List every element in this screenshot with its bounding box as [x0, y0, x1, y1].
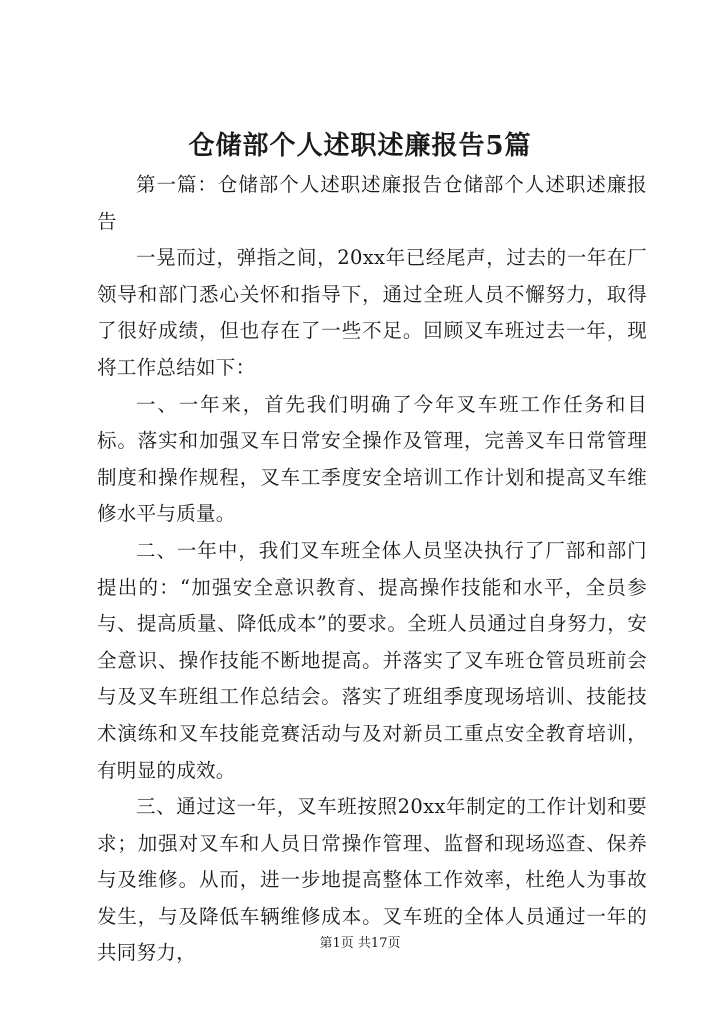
paragraph-heading: 第一篇：仓储部个人述职述廉报告仓储部个人述职述廉报告: [97, 173, 647, 233]
page-number-footer: 第1页 共17页: [319, 936, 401, 951]
document-title: 仓储部个人述职述廉报告5篇: [188, 131, 532, 161]
paragraph-section-3: 三、通过这一年，叉车班按照20xx年制定的工作计划和要求；加强对叉车和人员日常操作管理、监督和现场巡查、保养与及维修。从而，进一步地提高整体工作效率，杜绝人为事故发生，与及降低车辆维修成本。叉车班的全体人员通过一年的共同努力，: [97, 795, 647, 965]
paragraph-section-2: 二、一年中，我们叉车班全体人员坚决执行了厂部和部门提出的：“加强安全意识教育、提高操作技能和水平，全员参与、提高质量、降低成本”的要求。全班人员通过自身努力，安全意识、操作技能不断地提高。并落实了叉车班仓管员班前会与及叉车班组工作总结会。落实了班组季度现场培训、技能技术演练和叉车技能竞赛活动与及对新员工重点安全教育培训，有明显的成效。: [97, 538, 647, 782]
document-body: [97, 167, 647, 972]
paragraph-intro: 一晃而过，弹指之间，20xx年已经尾声，过去的一年在厂领导和部门悉心关怀和指导下，通过全班人员不懈努力，取得了很好成绩，但也存在了一些不足。回顾叉车班过去一年，现将工作总结如下：: [97, 246, 647, 379]
paragraph-section-1: 一、一年来，首先我们明确了今年叉车班工作任务和目标。落实和加强叉车日常安全操作及管理，完善叉车日常管理制度和操作规程，叉车工季度安全培训工作计划和提高叉车维修水平与质量。: [97, 392, 647, 526]
